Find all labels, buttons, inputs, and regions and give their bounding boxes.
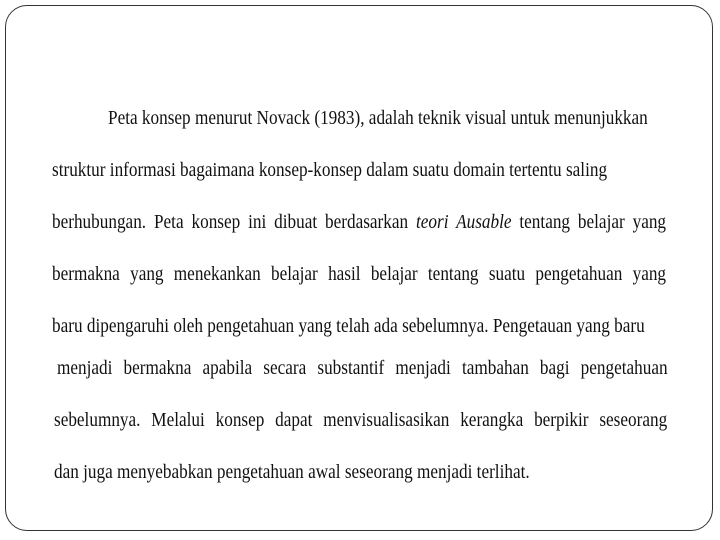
paragraph-line-3-tail: tentang belajar yang xyxy=(511,211,667,233)
paragraph-line-7: sebelumnya. Melalui konsep dapat menvisualisasikan kerangka berpikir seseorang xyxy=(54,409,668,431)
paragraph-line-1: Peta konsep menurut Novack (1983), adalah teknik visual untuk menunjukkan xyxy=(108,107,648,129)
paragraph-line-3-text: berhubungan. Peta konsep ini dibuat berdasarkan xyxy=(52,211,417,233)
paragraph-line-8: dan juga menyebabkan pengetahuan awal seseorang menjadi terlihat. xyxy=(54,461,530,483)
italic-term: teori Ausable xyxy=(416,211,512,233)
paragraph-line-2: struktur informasi bagaimana konsep-konsep dalam suatu domain tertentu saling xyxy=(52,159,608,181)
paragraph-line-3 xyxy=(52,210,666,234)
paragraph-line-4: bermakna yang menekankan belajar hasil belajar tentang suatu pengetahuan yang xyxy=(52,263,667,285)
paragraph-line-5: baru dipengaruhi oleh pengetahuan yang telah ada sebelumnya. Pengetauan yang baru xyxy=(52,315,645,337)
paragraph-line-6: menjadi bermakna apabila secara substantif menjadi tambahan bagi pengetahuan xyxy=(57,357,668,379)
